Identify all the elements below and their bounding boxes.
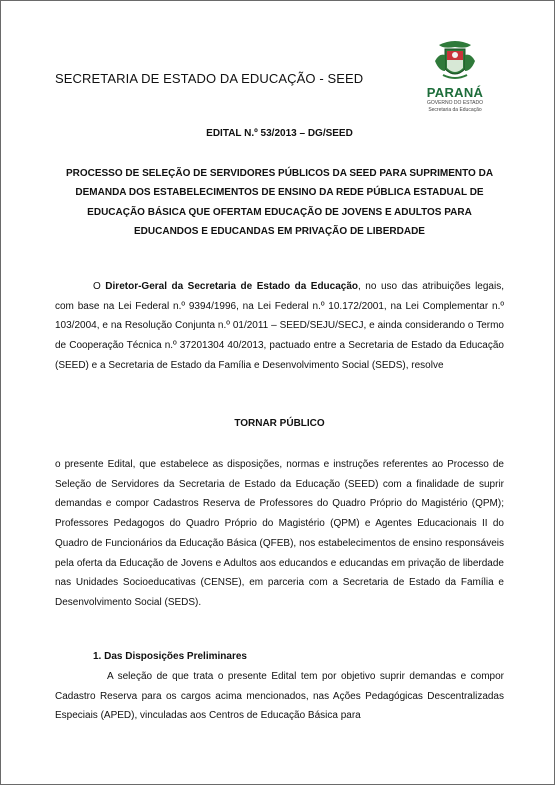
intro-rest: , no uso das atribuições legais, com base na Lei Federal n.º 9394/1996, na Lei Federal n.º 10.172/2001, na Lei Complementar n.º 103/2004, e na Resolução Conjunta n.º 01/2011 – SEED/SEJU/SECJ, e ainda considerando o Termo de Cooperação Técnica n.º 37201304 40/2013, pactuado entre a Secretaria de Estado da Educação (SEED) e a Secretaria de Estado da Família e Desenvolvimento Social (SEDS), resolve bbox=[55, 281, 504, 371]
department-title: SECRETARIA DE ESTADO DA EDUCAÇÃO - SEED bbox=[55, 71, 364, 86]
parana-logo bbox=[413, 37, 497, 117]
edital-number: EDITAL N.º 53/2013 – DG/SEED bbox=[206, 128, 353, 139]
logo-subtitle-2: Secretaria da Educação bbox=[428, 107, 482, 113]
section-paragraph: A seleção de que trata o presente Edital tem por objetivo suprir demandas e compor Cadastro Reserva para os cargos acima mencionados, nas Ações Pedagógicas Descentralizadas Especiais (APED), vinculadas aos Centros de Educação Básica para bbox=[55, 671, 504, 722]
logo-subtitle-1: GOVERNO DO ESTADO bbox=[426, 100, 484, 106]
document-title: PROCESSO DE SELEÇÃO DE SERVIDORES PÚBLICOS DA SEED PARA SUPRIMENTO DA DEMANDA DOS ESTABELECIMENTOS DE ENSINO DA REDE PÚBLICA ESTADUAL DE EDUCAÇÃO BÁSICA QUE OFERTAM EDUCAÇÃO DE JOVENS E ADULTOS PARA EDUCANDOS E EDUCANDAS EM PRIVAÇÃO DE LIBERDADE bbox=[65, 168, 494, 238]
coat-of-arms-icon bbox=[431, 37, 479, 83]
section-title: 1. Das Disposições Preliminares bbox=[93, 651, 247, 662]
tornar-publico-heading: TORNAR PÚBLICO bbox=[234, 418, 325, 429]
intro-bold: Diretor-Geral da Secretaria de Estado da Educação bbox=[105, 281, 359, 292]
intro-lead: O bbox=[93, 281, 106, 292]
intro-paragraph bbox=[55, 277, 504, 376]
logo-name: PARANÁ bbox=[426, 85, 484, 100]
body-paragraph: o presente Edital, que estabelece as disposições, normas e instruções referentes ao Processo de Seleção de Servidores da Secretaria de Estado da Educação (SEED) com a finalidade de suprir demandas e compor Cadastros Reserva de Professores do Quadro Próprio do Magistério (QPM); Professores Pedagogos do Quadro Próprio do Magistério (QPM) e Agentes Educacionais II do Quadro de Funcionários da Educação Básica (QFEB), nos estabelecimentos de ensino responsáveis pela oferta da Educação de Jovens e Adultos aos educandos e educandas em privação de liberdade nas Unidades Socioeducativas (CENSE), em parceria com a Secretaria de Estado da Família e Desenvolvimento Social (SEDS). bbox=[55, 459, 504, 608]
